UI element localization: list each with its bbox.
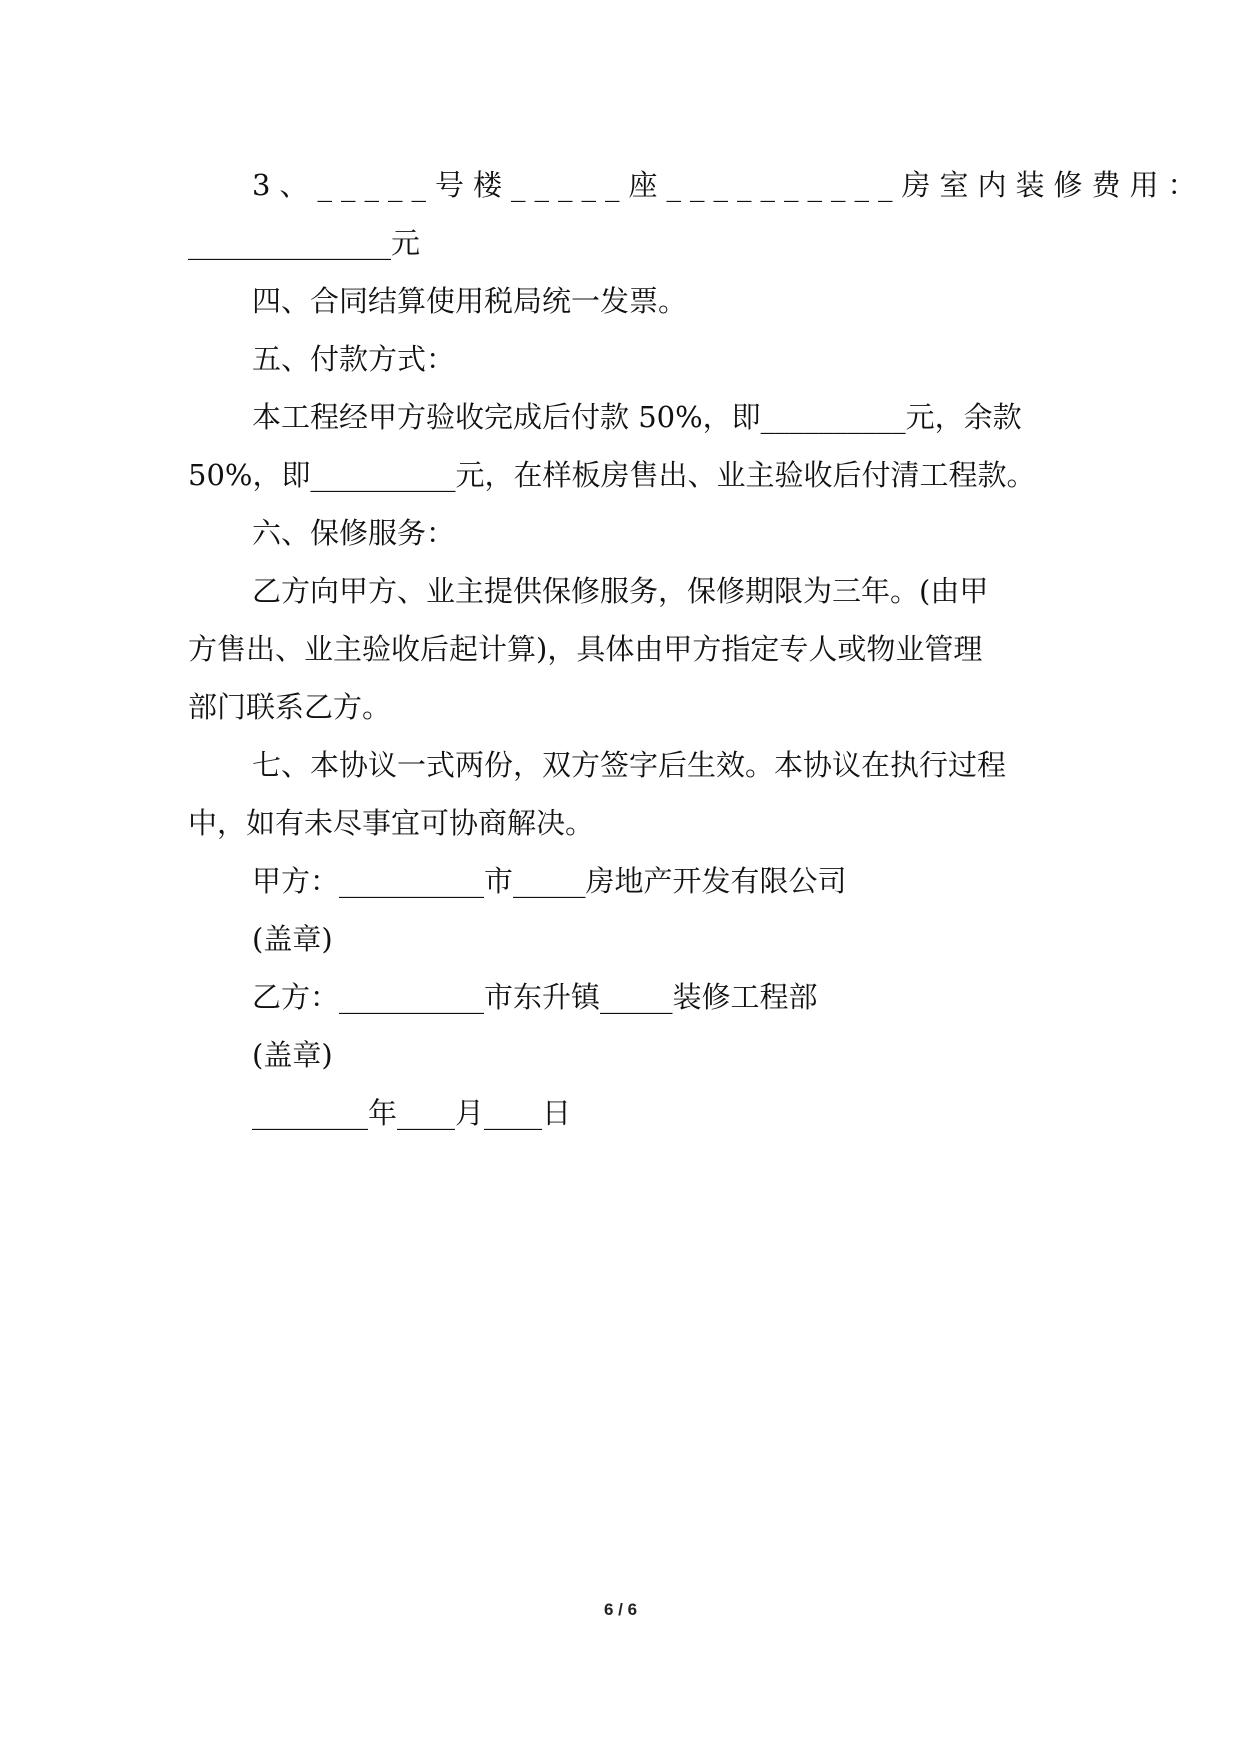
clause-6-text-line-1: 乙方向甲方、业主提供保修服务，保修期限为三年。(由甲: [252, 574, 989, 608]
item-3-renovation-fee-line: 3、_____号楼_____座__________房室内装修费用：: [252, 168, 1206, 202]
clause-6-text-line-3: 部门联系乙方。: [188, 690, 392, 724]
item-3-amount-line: ______________元: [188, 226, 421, 260]
clause-6-text-line-2: 方售出、业主验收后起计算)，具体由甲方指定专人或物业管理: [188, 632, 983, 666]
party-a-line: 甲方：__________市_____房地产开发有限公司: [252, 864, 847, 898]
clause-7-text-line-2: 中，如有未尽事宜可协商解决。: [188, 806, 595, 840]
party-b-line: 乙方：__________市东升镇_____装修工程部: [252, 980, 818, 1014]
clause-6-heading: 六、保修服务：: [252, 516, 456, 550]
clause-7-text-line-1: 七、本协议一式两份，双方签字后生效。本协议在执行过程: [252, 748, 1007, 782]
page-number: 6 / 6: [603, 1600, 638, 1619]
clause-4-invoice: 四、合同结算使用税局统一发票。: [252, 284, 688, 318]
party-a-seal: (盖章): [252, 922, 333, 956]
date-line: ________年____月____日: [252, 1096, 572, 1130]
clause-5-heading: 五、付款方式：: [252, 342, 456, 376]
party-b-seal: (盖章): [252, 1038, 333, 1072]
clause-5-text-line-2: 50%，即__________元，在样板房售出、业主验收后付清工程款。: [188, 458, 1036, 492]
clause-5-text-line-1: 本工程经甲方验收完成后付款 50%，即__________元，余款: [252, 400, 1022, 434]
